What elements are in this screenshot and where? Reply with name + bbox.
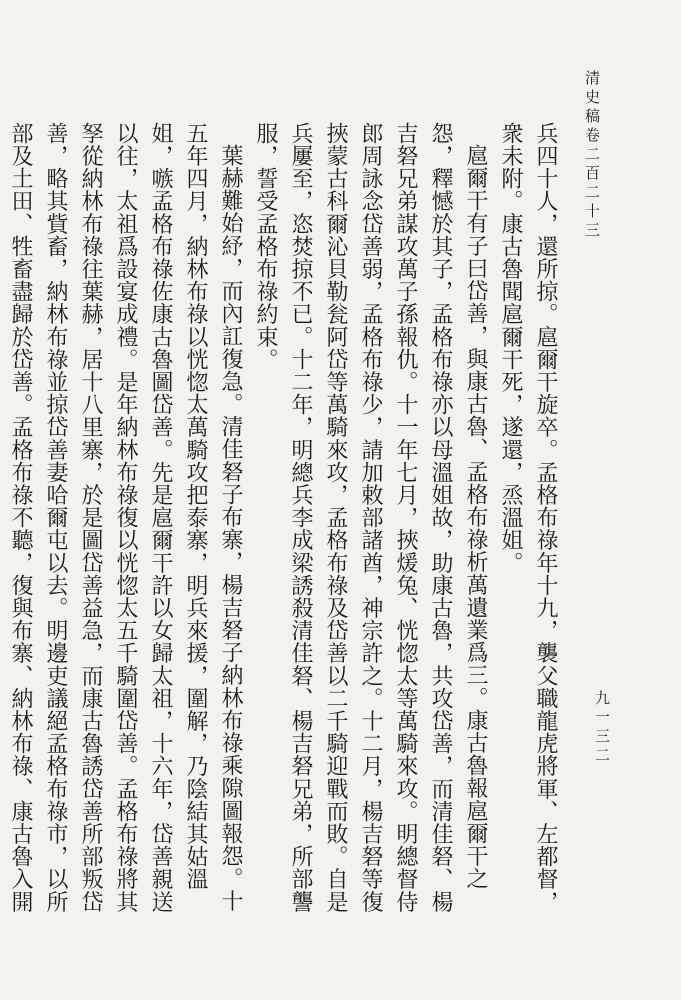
paragraph-1: 兵四十人，還所掠。扈爾干旋卒。孟格布祿年十九，襲父職龍虎將軍、左都督，衆未附。康古魯聞扈爾干死，遂還，烝溫姐。 [498,122,558,913]
body-text [8,122,563,927]
page-number: 九一三二 [593,690,611,766]
paragraph-3: 葉赫難始紓，而內訌復急。清佳砮子布寨，楊吉砮子納林布祿乘隙圖報怨。十五年四月，納林布祿以恍惚太萬騎攻把泰寨，明兵來援，圍解，乃陰結其姑溫姐，嗾孟格布祿佐康古魯圖岱善。先是扈爾干許以女歸太祖，十六年，岱善親送以往，太祖爲設宴成禮。是年納林布祿復以恍惚太五千騎圍岱善。孟格布祿將其孥從納林布祿往葉赫，居十八里寨，於是圖岱善益急，而康古魯誘岱善所部叛岱善，略其貲畜，納林布祿並掠岱善妻哈爾屯以去。明邊吏議絕孟格布祿市，以所部及土田、牲畜盡歸於岱善。孟格布祿不聽，復與布寨、納林布祿、康古魯入開 [8,122,243,913]
paragraph-2: 扈爾干有子曰岱善，與康古魯、孟格布祿析萬遺業爲三。康古魯報扈爾干之怨，釋憾於其子，孟格布祿亦以母溫姐故，助康古魯，共攻岱善，而清佳砮、楊吉砮兄弟謀攻萬子孫報仇。十一年七月，挾煖兔、恍惚太等萬騎來攻。明總督侍郎周詠念岱善弱，孟格布祿少，請加敕部諸酋，神宗許之。十二月，楊吉砮等復挾蒙古科爾沁貝勒瓮阿岱等萬騎來攻，孟格布祿及岱善以二千騎迎戰而敗。自是兵屢至，恣焚掠不已。十二年，明總兵李成梁誘殺清佳砮、楊吉砮兄弟，所部讋服，誓受孟格布祿約束。 [253,122,488,913]
book-title-header: 清史稿卷二百二十三 [583,70,601,241]
